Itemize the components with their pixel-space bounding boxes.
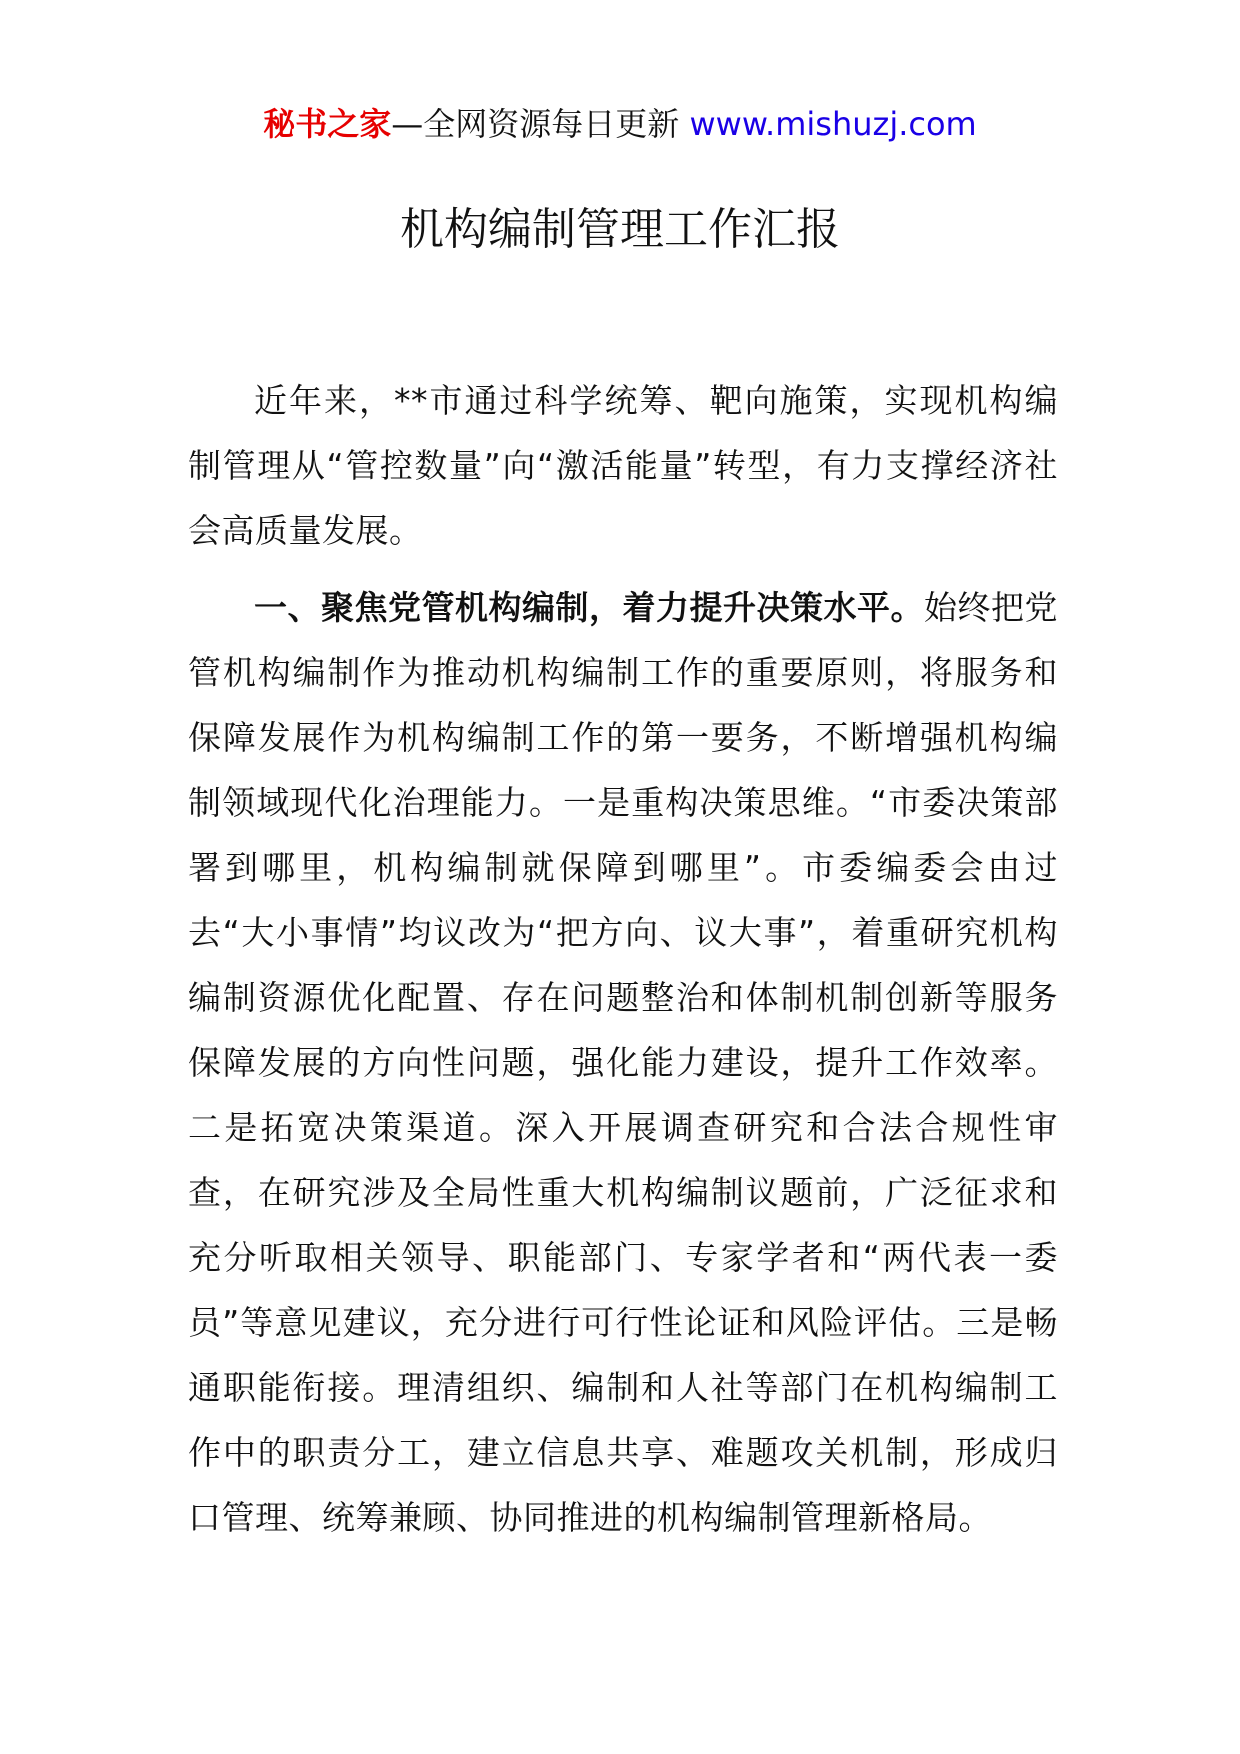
brand-name: 秘书之家 xyxy=(263,105,392,143)
site-slogan: —全网资源每日更新 xyxy=(391,105,690,143)
document-body xyxy=(188,368,1058,1550)
document-title: 机构编制管理工作汇报 xyxy=(400,204,840,255)
site-url-link[interactable]: www.mishuzj.com xyxy=(689,105,977,143)
section-1-paragraph xyxy=(188,575,1058,1550)
intro-paragraph: 近年来，**市通过科学统筹、靶向施策，实现机构编制管理从“管控数量”向“激活能量”转型，有力支撑经济社会高质量发展。 xyxy=(188,381,1058,550)
section-1-heading: 一、聚焦党管机构编制，着力提升决策水平。 xyxy=(254,588,924,627)
section-1-body: 始终把党管机构编制作为推动机构编制工作的重要原则，将服务和保障发展作为机构编制工作的第一要务，不断增强机构编制领域现代化治理能力。一是重构决策思维。“市委决策部署到哪里，机构编制就保障到哪里”。市委编委会由过去“大小事情”均议改为“把方向、议大事”，着重研究机构编制资源优化配置、存在问题整治和体制机制创新等服务保障发展的方向性问题，强化能力建设，提升工作效率。二是拓宽决策渠道。深入开展调查研究和合法合规性审查，在研究涉及全局性重大机构编制议题前，广泛征求和充分听取相关领导、职能部门、专家学者和“两代表一委员”等意见建议，充分进行可行性论证和风险评估。三是畅通职能衔接。理清组织、编制和人社等部门在机构编制工作中的职责分工，建立信息共享、难题攻关机制，形成归口管理、统筹兼顾、协同推进的机构编制管理新格局。 xyxy=(188,588,1058,1537)
site-header xyxy=(0,100,1240,148)
